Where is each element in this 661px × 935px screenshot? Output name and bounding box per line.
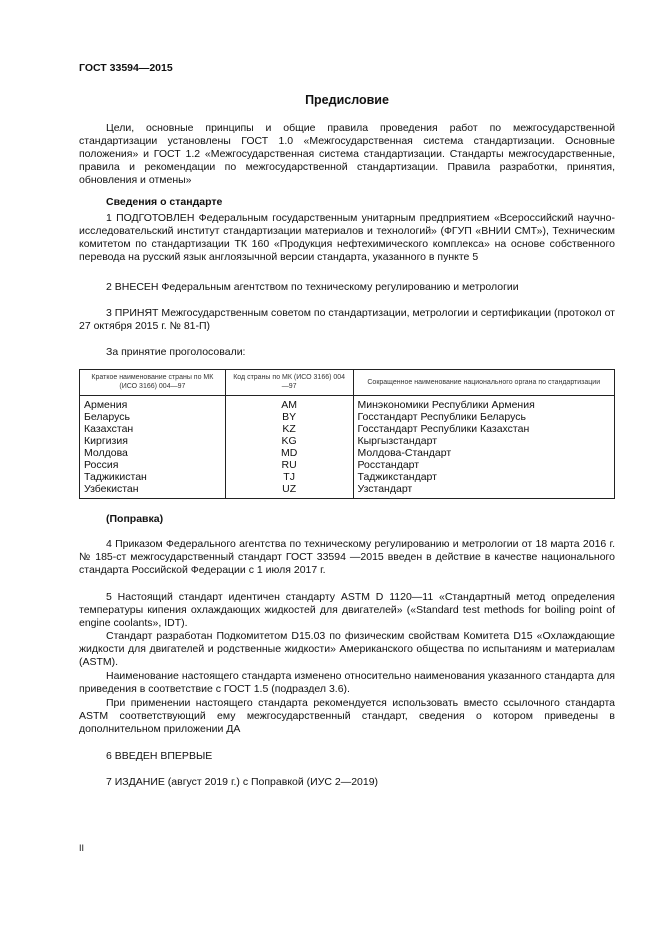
- country-cell: Узбекистан: [80, 483, 226, 499]
- intro-paragraph: Цели, основные принципы и общие правила проведения работ по межгосударственной стандартизации установлены ГОСТ 1.0 «Межгосударственная система стандартизации. Основные положения» и ГОСТ 1.2 «Межгосударственная система стандартизации. Стандарты межгосударственные, правила и рекомендации по межгосударственной стандартизации. Правила разработки, принятия, обновления и отмены»: [79, 122, 615, 186]
- document-id: ГОСТ 33594—2015: [79, 62, 173, 74]
- item-1-paragraph: 1 ПОДГОТОВЛЕН Федеральным государственным унитарным предприятием «Всероссийский научно-исследовательский институт стандартизации материалов и технологий» (ФГУП «ВНИИ СМТ»), Техническим комитетом по стандартизации ТК 160 «Продукция нефтехимического комплекса» на основе собственного перевода на русский язык англоязычной версии стандарта, указанного в пункте 5: [79, 212, 615, 263]
- table-row: [80, 423, 615, 435]
- body-cell: Кыргызстандарт: [353, 435, 615, 447]
- section-heading: Сведения о стандарте: [106, 196, 223, 208]
- item-7-paragraph: 7 ИЗДАНИЕ (август 2019 г.) с Поправкой (ИУС 2—2019): [106, 776, 379, 788]
- country-cell: Киргизия: [80, 435, 226, 447]
- code-cell: KZ: [225, 423, 353, 435]
- country-cell: Россия: [80, 459, 226, 471]
- code-cell: RU: [225, 459, 353, 471]
- code-cell: MD: [225, 447, 353, 459]
- table-row: [80, 447, 615, 459]
- item-5-developer-paragraph: Стандарт разработан Подкомитетом D15.03 по физическим свойствам Комитета D15 «Охлаждающие жидкости для двигателей и родственные жидкости» Американского общества по испытаниям и материалам (ASTM).: [79, 630, 615, 668]
- code-cell: BY: [225, 411, 353, 423]
- item-5-paragraph: 5 Настоящий стандарт идентичен стандарту ASTM D 1120—11 «Стандартный метод определения температуры кипения охлаждающих жидкостей для двигателей» («Standard test methods for boiling point of engine coolants», IDT).: [79, 591, 615, 629]
- header-code: Код страны по МК (ИСО 3166) 004—97: [225, 370, 353, 396]
- country-cell: Молдова: [80, 447, 226, 459]
- page-number: II: [79, 843, 85, 853]
- item-6-paragraph: 6 ВВЕДЕН ВПЕРВЫЕ: [106, 750, 213, 762]
- body-cell: Молдова-Стандарт: [353, 447, 615, 459]
- body-cell: Росстандарт: [353, 459, 615, 471]
- table-row: [80, 435, 615, 447]
- country-cell: Армения: [80, 396, 226, 412]
- country-cell: Таджикистан: [80, 471, 226, 483]
- code-cell: UZ: [225, 483, 353, 499]
- country-cell: Казахстан: [80, 423, 226, 435]
- header-body: Сокращенное наименование национального органа по стандартизации: [353, 370, 615, 396]
- table-header-row: [80, 370, 615, 396]
- header-country: Краткое наименование страны по МК (ИСО 3166) 004—97: [80, 370, 226, 396]
- voting-table: [79, 369, 615, 499]
- country-cell: Беларусь: [80, 411, 226, 423]
- table-row: [80, 471, 615, 483]
- item-5-usage-paragraph: При применении настоящего стандарта рекомендуется использовать вместо ссылочного стандарта ASTM соответствующий ему межгосударственный стандарт, сведения о котором приведены в дополнительном приложении ДА: [79, 697, 615, 735]
- body-cell: Госстандарт Республики Беларусь: [353, 411, 615, 423]
- table-row: [80, 396, 615, 412]
- table-row: [80, 411, 615, 423]
- body-cell: Госстандарт Республики Казахстан: [353, 423, 615, 435]
- code-cell: TJ: [225, 471, 353, 483]
- code-cell: KG: [225, 435, 353, 447]
- item-4-paragraph: 4 Приказом Федерального агентства по техническому регулированию и метрологии от 18 марта 2016 г. № 185-ст межгосударственный стандарт ГОСТ 33594 —2015 введен в действие в качестве национального стандарта Российской Федерации с 1 июля 2017 г.: [79, 538, 615, 576]
- table-row: [80, 459, 615, 471]
- item-3-paragraph: 3 ПРИНЯТ Межгосударственным советом по стандартизации, метрологии и сертификации (протокол от 27 октября 2015 г. № 81-П): [79, 307, 615, 332]
- table-row: [80, 483, 615, 499]
- voted-label: За принятие проголосовали:: [106, 346, 246, 358]
- body-cell: Таджикстандарт: [353, 471, 615, 483]
- body-cell: Узстандарт: [353, 483, 615, 499]
- item-5-name-paragraph: Наименование настоящего стандарта изменено относительно наименования указанного стандарта для приведения в соответствие с ГОСТ 1.5 (подраздел 3.6).: [79, 670, 615, 695]
- page-title: Предисловие: [305, 93, 389, 107]
- amendment-label: (Поправка): [106, 513, 164, 525]
- body-cell: Минэкономики Республики Армения: [353, 396, 615, 412]
- code-cell: AM: [225, 396, 353, 412]
- item-2-paragraph: 2 ВНЕСЕН Федеральным агентством по техническому регулированию и метрологии: [106, 281, 519, 293]
